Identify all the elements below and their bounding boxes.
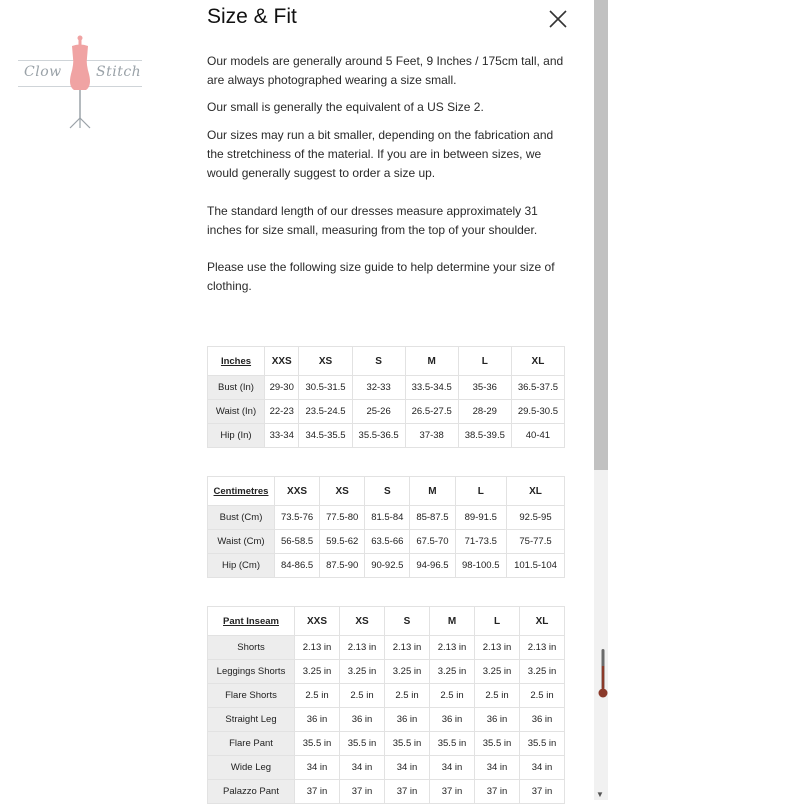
chevron-down-icon[interactable]: ▼ — [596, 790, 604, 799]
table-cell: 84-86.5 — [275, 554, 320, 578]
table-header-cell: S — [365, 477, 410, 506]
table-cell: 36 in — [430, 708, 475, 732]
table-cell: 36 in — [295, 708, 340, 732]
table-cell: 75-77.5 — [507, 530, 565, 554]
table-header-cell: XL — [507, 477, 565, 506]
table-cell: 2.13 in — [340, 636, 385, 660]
table-row — [208, 376, 565, 400]
table-header-row — [208, 477, 565, 506]
table-cell: 35.5 in — [295, 732, 340, 756]
table-header-cell: Inches — [208, 347, 265, 376]
table-cell: 36 in — [385, 708, 430, 732]
table-cell: 33.5-34.5 — [405, 376, 458, 400]
table-cell: 35.5 in — [520, 732, 565, 756]
thermometer-icon — [597, 648, 609, 700]
table-cell: 101.5-104 — [507, 554, 565, 578]
table-header-cell: XXS — [265, 347, 299, 376]
pant-inseam-table — [207, 606, 565, 804]
paragraph-run-small: Our sizes may run a bit smaller, depending on the fabrication and the stretchiness of the material. If you are in between sizes, we would generally suggest to order a size up. — [207, 128, 554, 180]
table-cell: 87.5-90 — [320, 554, 365, 578]
paragraph-models: Our models are generally around 5 Feet, 9 Inches / 175cm tall, and are always photographed wearing a size small. — [207, 54, 564, 87]
table-cell: 77.5-80 — [320, 506, 365, 530]
table-cell: 3.25 in — [475, 660, 520, 684]
table-header-cell: L — [458, 347, 511, 376]
table-header-row — [208, 347, 565, 376]
table-cell: 29.5-30.5 — [511, 400, 564, 424]
row-label: Straight Leg — [208, 708, 295, 732]
row-label: Waist (In) — [208, 400, 265, 424]
table-header-cell: XS — [320, 477, 365, 506]
table-cell: 37 in — [430, 780, 475, 804]
table-cell: 36 in — [340, 708, 385, 732]
table-cell: 3.25 in — [295, 660, 340, 684]
table-cell: 35.5 in — [475, 732, 520, 756]
row-label: Bust (In) — [208, 376, 265, 400]
table-cell: 37 in — [475, 780, 520, 804]
table-header-cell: XXS — [275, 477, 320, 506]
table-cell: 56-58.5 — [275, 530, 320, 554]
row-label: Waist (Cm) — [208, 530, 275, 554]
table-cell: 33-34 — [265, 424, 299, 448]
table-row — [208, 636, 565, 660]
table-cell: 67.5-70 — [410, 530, 455, 554]
table-cell: 28-29 — [458, 400, 511, 424]
table-cell: 35.5 in — [385, 732, 430, 756]
table-cell: 37 in — [295, 780, 340, 804]
table-header-cell: M — [410, 477, 455, 506]
table-cell: 2.13 in — [430, 636, 475, 660]
table-cell: 2.5 in — [295, 684, 340, 708]
table-cell: 37 in — [385, 780, 430, 804]
table-row — [208, 708, 565, 732]
table-cell: 3.25 in — [340, 660, 385, 684]
brand-logo[interactable] — [14, 34, 146, 132]
inches-size-table — [207, 346, 565, 448]
table-cell: 2.5 in — [385, 684, 430, 708]
row-label: Palazzo Pant — [208, 780, 295, 804]
table-header-cell: XL — [520, 607, 565, 636]
table-row — [208, 732, 565, 756]
table-cell: 25-26 — [352, 400, 405, 424]
table-cell: 81.5-84 — [365, 506, 410, 530]
row-label: Flare Pant — [208, 732, 295, 756]
row-label: Flare Shorts — [208, 684, 295, 708]
table-header-cell: XS — [299, 347, 352, 376]
table-cell: 3.25 in — [385, 660, 430, 684]
table-row — [208, 660, 565, 684]
table-cell: 90-92.5 — [365, 554, 410, 578]
table-header-cell: XS — [340, 607, 385, 636]
table-cell: 37 in — [340, 780, 385, 804]
table-cell: 22-23 — [265, 400, 299, 424]
table-cell: 2.5 in — [475, 684, 520, 708]
table-cell: 89-91.5 — [455, 506, 507, 530]
row-label: Hip (In) — [208, 424, 265, 448]
table-cell: 37-38 — [405, 424, 458, 448]
table-cell: 35.5 in — [340, 732, 385, 756]
table-cell: 34 in — [430, 756, 475, 780]
table-cell: 2.13 in — [295, 636, 340, 660]
table-cell: 2.13 in — [520, 636, 565, 660]
table-cell: 35.5-36.5 — [352, 424, 405, 448]
table-cell: 37 in — [520, 780, 565, 804]
table-header-cell: Centimetres — [208, 477, 275, 506]
row-label: Hip (Cm) — [208, 554, 275, 578]
table-header-cell: S — [352, 347, 405, 376]
table-cell: 34 in — [385, 756, 430, 780]
table-cell: 2.5 in — [340, 684, 385, 708]
table-cell: 36 in — [475, 708, 520, 732]
paragraph-us-size: Our small is generally the equivalent of a US Size 2. — [207, 100, 484, 114]
table-cell: 2.13 in — [385, 636, 430, 660]
table-cell: 26.5-27.5 — [405, 400, 458, 424]
table-row — [208, 400, 565, 424]
dress-form-icon — [62, 34, 98, 130]
table-cell: 2.5 in — [430, 684, 475, 708]
table-header-cell: L — [475, 607, 520, 636]
close-icon[interactable] — [547, 8, 569, 30]
table-cell: 92.5-95 — [507, 506, 565, 530]
row-label: Leggings Shorts — [208, 660, 295, 684]
table-row — [208, 684, 565, 708]
table-row — [208, 424, 565, 448]
table-header-cell: Pant Inseam — [208, 607, 295, 636]
table-cell: 35-36 — [458, 376, 511, 400]
table-header-cell: XL — [511, 347, 564, 376]
table-header-row — [208, 607, 565, 636]
table-cell: 59.5-62 — [320, 530, 365, 554]
table-cell: 34 in — [340, 756, 385, 780]
row-label: Shorts — [208, 636, 295, 660]
table-cell: 71-73.5 — [455, 530, 507, 554]
table-cell: 38.5-39.5 — [458, 424, 511, 448]
table-cell: 36.5-37.5 — [511, 376, 564, 400]
table-cell: 98-100.5 — [455, 554, 507, 578]
paragraph-size-guide: Please use the following size guide to help determine your size of clothing. — [207, 260, 555, 293]
table-cell: 34 in — [295, 756, 340, 780]
centimetres-size-table — [207, 476, 565, 578]
table-cell: 94-96.5 — [410, 554, 455, 578]
table-header-cell: L — [455, 477, 507, 506]
table-cell: 40-41 — [511, 424, 564, 448]
row-label: Wide Leg — [208, 756, 295, 780]
table-cell: 73.5-76 — [275, 506, 320, 530]
table-cell: 34.5-35.5 — [299, 424, 352, 448]
logo-right-word: Stitch — [96, 64, 142, 80]
table-cell: 23.5-24.5 — [299, 400, 352, 424]
table-cell: 63.5-66 — [365, 530, 410, 554]
table-cell: 3.25 in — [520, 660, 565, 684]
table-row — [208, 554, 565, 578]
table-cell: 29-30 — [265, 376, 299, 400]
modal-title: Size & Fit — [207, 5, 297, 28]
table-header-cell: M — [405, 347, 458, 376]
table-cell: 85-87.5 — [410, 506, 455, 530]
table-header-cell: S — [385, 607, 430, 636]
logo-left-word: Clow — [24, 64, 62, 80]
table-cell: 2.5 in — [520, 684, 565, 708]
table-header-cell: XXS — [295, 607, 340, 636]
table-header-cell: M — [430, 607, 475, 636]
table-cell: 34 in — [520, 756, 565, 780]
table-cell: 2.13 in — [475, 636, 520, 660]
table-cell: 3.25 in — [430, 660, 475, 684]
table-row — [208, 530, 565, 554]
table-row — [208, 756, 565, 780]
row-label: Bust (Cm) — [208, 506, 275, 530]
table-cell: 32-33 — [352, 376, 405, 400]
table-cell: 34 in — [475, 756, 520, 780]
table-cell: 35.5 in — [430, 732, 475, 756]
table-row — [208, 506, 565, 530]
table-cell: 30.5-31.5 — [299, 376, 352, 400]
table-cell: 36 in — [520, 708, 565, 732]
scrollbar-thumb[interactable] — [594, 0, 608, 470]
paragraph-dress-length: The standard length of our dresses measure approximately 31 inches for size small, measuring from the top of your shoulder. — [207, 204, 538, 237]
